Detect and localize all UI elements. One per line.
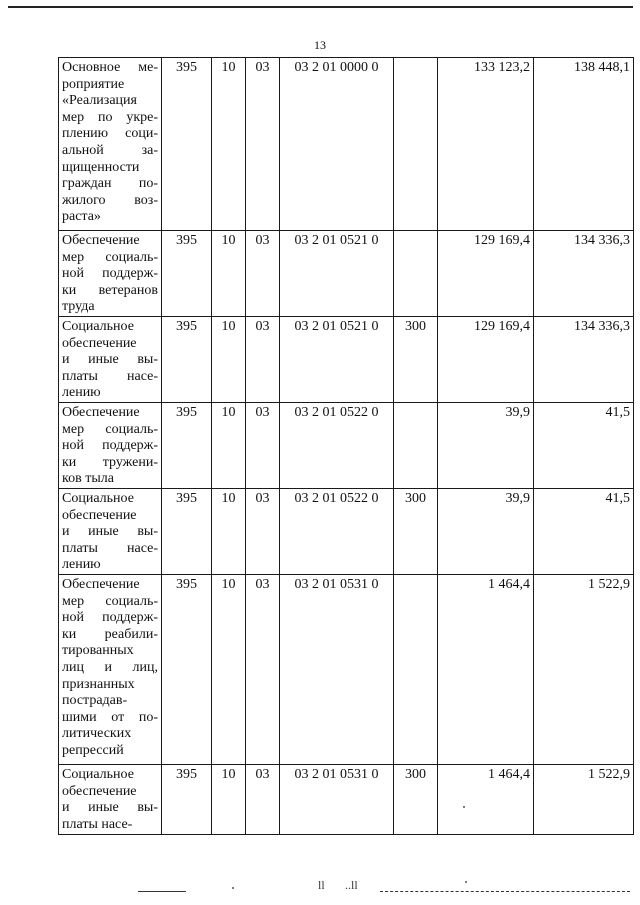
target-article-cell: 03 2 01 0531 0	[280, 765, 394, 835]
admin-code-cell: 395	[162, 765, 212, 835]
budget-table	[58, 57, 634, 835]
admin-code-cell: 395	[162, 317, 212, 403]
footer-dash-line	[380, 891, 630, 892]
program-name-line: литических	[62, 726, 132, 742]
expense-type-cell: 300	[394, 765, 438, 835]
program-name-cell	[59, 489, 162, 575]
table-row	[59, 765, 634, 835]
program-name-line: «Реализация	[62, 93, 137, 109]
program-name-cell	[59, 231, 162, 317]
program-name-line: Социальное	[62, 319, 134, 334]
scan-speck	[465, 881, 467, 883]
program-name-line: шими от по-	[62, 709, 158, 725]
amount-year1-cell: 39,9	[438, 403, 534, 489]
program-name-line: ной поддерж-	[62, 610, 158, 626]
program-name-cell	[59, 317, 162, 403]
section-code-cell: 10	[212, 58, 246, 231]
amount-year2-cell: 1 522,9	[534, 765, 634, 835]
program-name-line: и иные вы-	[62, 352, 158, 368]
amount-year2-cell: 134 336,3	[534, 317, 634, 403]
program-name-line: труда	[62, 299, 95, 315]
program-name-line: репрессий	[62, 742, 124, 758]
table-row	[59, 403, 634, 489]
program-name-line: обеспечение	[62, 507, 137, 523]
program-name-line: ки ветеранов	[62, 282, 158, 298]
table-row	[59, 231, 634, 317]
program-name-line: Социальное	[62, 491, 134, 506]
table-row	[59, 58, 634, 231]
subsection-code-cell: 03	[246, 765, 280, 835]
section-code-cell: 10	[212, 765, 246, 835]
admin-code-cell: 395	[162, 231, 212, 317]
admin-code-cell: 395	[162, 403, 212, 489]
footer-mark: ..ll	[345, 878, 358, 892]
program-name-line: Обеспечение	[62, 233, 140, 248]
program-name-line: ки тружени-	[62, 454, 158, 470]
subsection-code-cell: 03	[246, 317, 280, 403]
amount-year1-cell: 1 464,4	[438, 765, 534, 835]
program-name-line: Обеспечение	[62, 405, 140, 420]
footer-mark: ll	[318, 878, 325, 892]
program-name-line: лиц и лиц,	[62, 659, 158, 675]
program-name-line: признанных	[62, 676, 135, 692]
subsection-code-cell: 03	[246, 58, 280, 231]
program-name-line: ков тыла	[62, 471, 114, 487]
program-name-line: Основное ме-	[62, 60, 158, 75]
expense-type-cell	[394, 403, 438, 489]
footer-dash-line	[138, 891, 186, 892]
amount-year1-cell: 39,9	[438, 489, 534, 575]
admin-code-cell: 395	[162, 489, 212, 575]
table-body	[59, 58, 634, 835]
program-name-line: лению	[62, 385, 101, 401]
program-name-line: мер социаль-	[62, 421, 158, 437]
amount-year1-cell: 129 169,4	[438, 317, 534, 403]
target-article-cell: 03 2 01 0531 0	[280, 575, 394, 765]
table-row	[59, 317, 634, 403]
amount-year2-cell: 1 522,9	[534, 575, 634, 765]
program-name-line: тированных	[62, 643, 134, 659]
subsection-code-cell: 03	[246, 231, 280, 317]
amount-year2-cell: 138 448,1	[534, 58, 634, 231]
subsection-code-cell: 03	[246, 575, 280, 765]
target-article-cell: 03 2 01 0522 0	[280, 403, 394, 489]
section-code-cell: 10	[212, 575, 246, 765]
program-name-line: лению	[62, 557, 101, 573]
amount-year1-cell: 1 464,4	[438, 575, 534, 765]
program-name-line: раста»	[62, 209, 101, 225]
section-code-cell: 10	[212, 317, 246, 403]
amount-year2-cell: 41,5	[534, 489, 634, 575]
section-code-cell: 10	[212, 489, 246, 575]
expense-type-cell: 300	[394, 489, 438, 575]
admin-code-cell: 395	[162, 58, 212, 231]
program-name-line: и иные вы-	[62, 524, 158, 540]
program-name-line: обеспечение	[62, 783, 137, 799]
program-name-line: платы насе-	[62, 540, 158, 556]
expense-type-cell	[394, 231, 438, 317]
section-code-cell: 10	[212, 403, 246, 489]
program-name-line: и иные вы-	[62, 800, 158, 816]
program-name-line: платы насе-	[62, 368, 158, 384]
program-name-cell	[59, 58, 162, 231]
scan-speck	[232, 887, 234, 889]
table-row	[59, 575, 634, 765]
program-name-cell	[59, 575, 162, 765]
program-name-line: ной поддерж-	[62, 266, 158, 282]
expense-type-cell: 300	[394, 317, 438, 403]
program-name-line: мер социаль-	[62, 593, 158, 609]
amount-year2-cell: 41,5	[534, 403, 634, 489]
target-article-cell: 03 2 01 0521 0	[280, 231, 394, 317]
expense-type-cell	[394, 58, 438, 231]
program-name-cell	[59, 765, 162, 835]
top-border-line	[8, 6, 633, 8]
program-name-line: Социальное	[62, 767, 134, 782]
amount-year2-cell: 134 336,3	[534, 231, 634, 317]
amount-year1-cell: 129 169,4	[438, 231, 534, 317]
program-name-line: граждан по-	[62, 176, 158, 192]
admin-code-cell: 395	[162, 575, 212, 765]
program-name-line: платы насе-	[62, 816, 133, 832]
table-row	[59, 489, 634, 575]
program-name-line: жилого воз-	[62, 192, 158, 208]
program-name-cell	[59, 403, 162, 489]
subsection-code-cell: 03	[246, 403, 280, 489]
program-name-line: мер социаль-	[62, 249, 158, 265]
program-name-line: мер по укре-	[62, 109, 158, 125]
program-name-line: плению соци-	[62, 126, 158, 142]
program-name-line: Обеспечение	[62, 577, 140, 592]
program-name-line: роприятие	[62, 76, 125, 92]
target-article-cell: 03 2 01 0522 0	[280, 489, 394, 575]
program-name-line: ной поддерж-	[62, 438, 158, 454]
program-name-line: пострадав-	[62, 693, 128, 709]
scan-speck	[463, 806, 465, 808]
expense-type-cell	[394, 575, 438, 765]
program-name-line: щищенности	[62, 159, 140, 175]
program-name-line: альной за-	[62, 142, 158, 158]
section-code-cell: 10	[212, 231, 246, 317]
page-number: 13	[314, 38, 326, 52]
amount-year1-cell: 133 123,2	[438, 58, 534, 231]
target-article-cell: 03 2 01 0000 0	[280, 58, 394, 231]
subsection-code-cell: 03	[246, 489, 280, 575]
program-name-line: ки реабили-	[62, 626, 158, 642]
target-article-cell: 03 2 01 0521 0	[280, 317, 394, 403]
program-name-line: обеспечение	[62, 335, 137, 351]
